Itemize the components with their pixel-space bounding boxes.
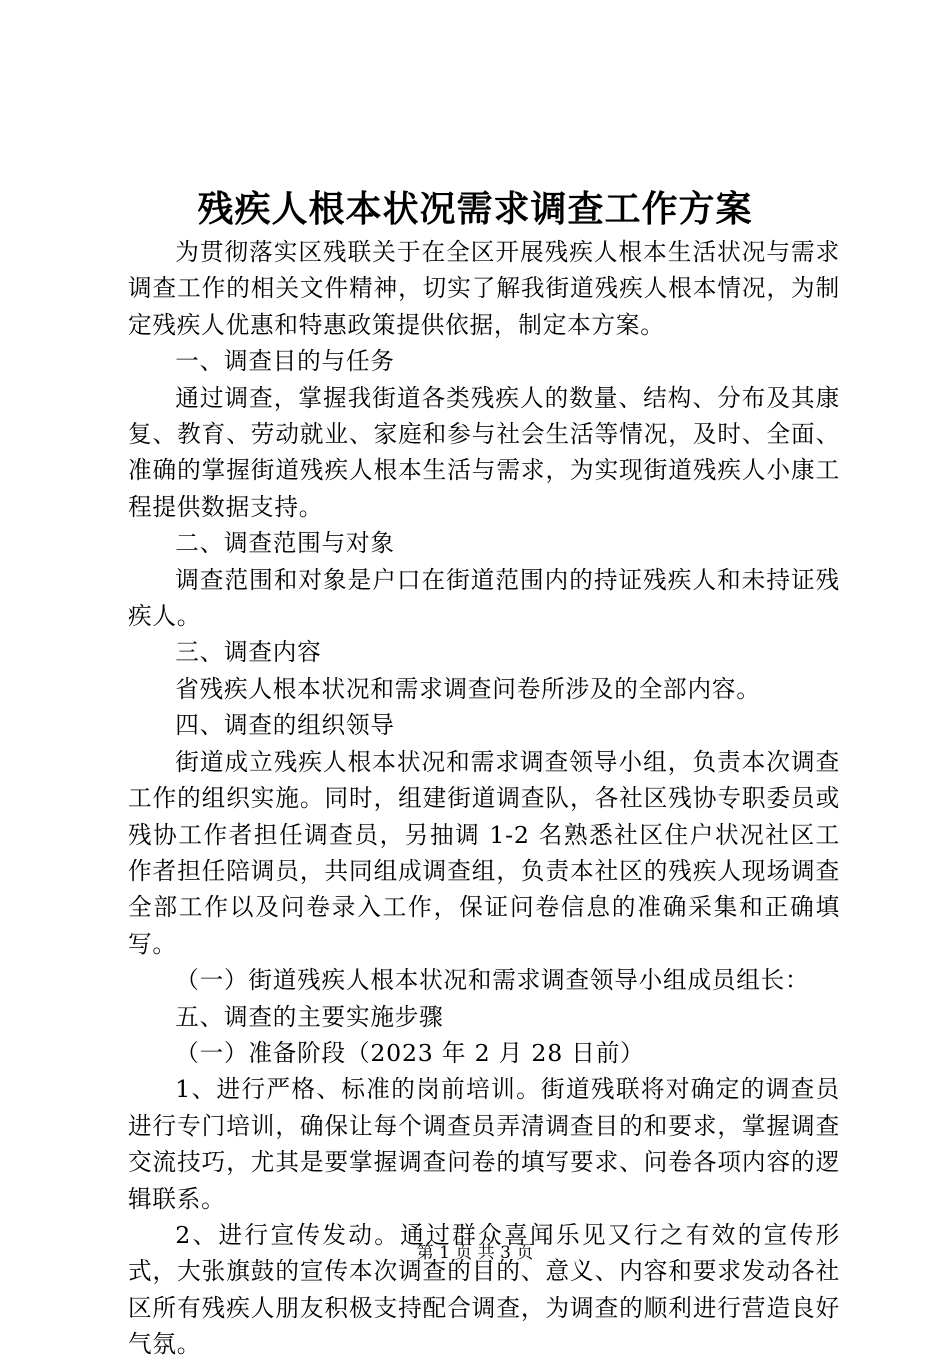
section-heading-3: 三、调查内容 [175, 638, 322, 667]
paragraph-content: 省残疾人根本状况和需求调查问卷所涉及的全部内容。 [175, 674, 761, 703]
paragraph-training: 1、进行严格、标准的岗前培训。街道残联将对确定的调查员进行专门培训，确保让每个调查员弄清调查目的和要求，掌握调查交流技巧，尤其是要掌握调查问卷的填写要求、问卷各项内容的逻辑联系。 [128, 1075, 840, 1213]
section-heading-4: 四、调查的组织领导 [175, 711, 395, 740]
paragraph-publicity: 2、进行宣传发动。通过群众喜闻乐见又行之有效的宣传形式，大张旗鼓的宣传本次调查的目的、意义、内容和要求发动各社区所有残疾人朋友积极支持配合调查，为调查的顺利进行营造良好气氛。 [128, 1220, 840, 1359]
paragraph-organization: 街道成立残疾人根本状况和需求调查领导小组，负责本次调查工作的组织实施。同时，组建街道调查队，各社区残协专职委员或残协工作者担任调查员，另抽调 1-2 名熟悉社区住户状况社区工作者担任陪调员，共同组成调查组，负责本社区的残疾人现场调查全部工作以及问卷录入工作，保证问卷信息的准确采集和正确填写。 [128, 747, 840, 958]
subsection-preparation: （一）准备阶段（2023 年 2 月 28 日前） [175, 1038, 645, 1067]
page-footer: 第 1 页 共 3 页 [416, 1243, 534, 1263]
document-title: 残疾人根本状况需求调查工作方案 [197, 188, 753, 230]
document-body [128, 234, 840, 1363]
section-heading-2: 二、调查范围与对象 [175, 529, 395, 558]
paragraph-leadership-group: （一）街道残疾人根本状况和需求调查领导小组成员组长： [175, 966, 810, 995]
section-heading-1: 一、调查目的与任务 [175, 347, 395, 376]
paragraph-scope: 调查范围和对象是户口在街道范围内的持证残疾人和未持证残疾人。 [128, 565, 840, 631]
section-heading-5: 五、调查的主要实施步骤 [175, 1002, 444, 1031]
paragraph-purpose: 通过调查，掌握我街道各类残疾人的数量、结构、分布及其康复、教育、劳动就业、家庭和参与社会生活等情况，及时、全面、准确的掌握街道残疾人根本生活与需求，为实现街道残疾人小康工程提供数据支持。 [128, 383, 840, 521]
paragraph-intro: 为贯彻落实区残联关于在全区开展残疾人根本生活状况与需求调查工作的相关文件精神，切实了解我街道残疾人根本情况，为制定残疾人优惠和特惠政策提供依据，制定本方案。 [128, 238, 840, 339]
